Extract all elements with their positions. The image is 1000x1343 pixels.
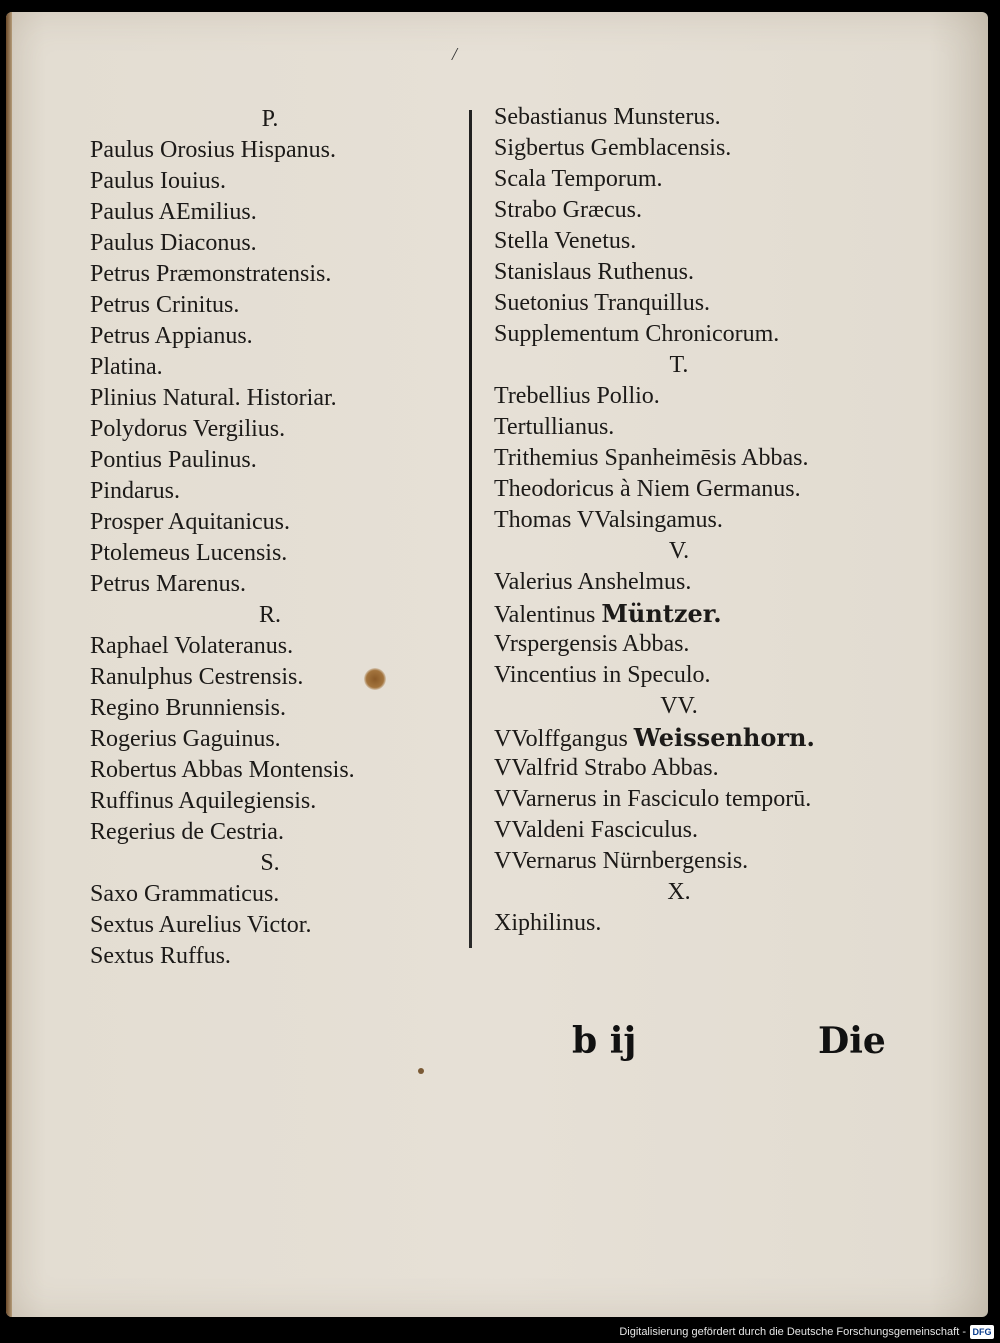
- index-entry: Plinius Natural. Historiar.: [90, 385, 337, 411]
- index-entry: Pindarus.: [90, 478, 180, 504]
- index-entry: Raphael Volateranus.: [90, 633, 294, 659]
- footer-bar: [0, 1319, 1000, 1343]
- index-entry: Sextus Ruffus.: [90, 943, 231, 969]
- index-entry: Xiphilinus.: [494, 910, 602, 936]
- index-entry: Paulus Diaconus.: [90, 230, 257, 256]
- index-entry: Theodoricus à Niem Germanus.: [494, 476, 801, 502]
- left-column: [90, 104, 450, 972]
- section-letter: X.: [667, 879, 691, 905]
- index-entry: Sextus Aurelius Victor.: [90, 912, 312, 938]
- index-entry: Stanislaus Ruthenus.: [494, 259, 695, 285]
- index-entry: VValdeni Fasciculus.: [494, 817, 698, 843]
- index-entry-blackletter: Müntzer.: [601, 599, 722, 628]
- right-column: [494, 102, 894, 939]
- index-entry: [494, 722, 894, 753]
- section-letter: V.: [668, 538, 690, 564]
- index-entry-text: Valentinus: [494, 602, 602, 628]
- index-entry: [494, 598, 894, 629]
- index-entry: Trithemius Spanheimēsis Abbas.: [494, 445, 809, 471]
- index-entry: Suetonius Tranquillus.: [494, 290, 711, 316]
- index-entry: Petrus Præmonstratensis.: [90, 261, 332, 287]
- index-entry: Platina.: [90, 354, 163, 380]
- ink-dot: [418, 1068, 424, 1074]
- index-entry: VVarnerus in Fasciculo temporū.: [494, 786, 812, 812]
- footer-credit: Digitalisierung gefördert durch die Deutsche Forschungsgemeinschaft -: [619, 1326, 966, 1338]
- top-mark: /: [452, 44, 458, 64]
- ink-blot: [364, 668, 386, 690]
- index-entry: Ptolemeus Lucensis.: [90, 540, 288, 566]
- index-entry: Ruffinus Aquilegiensis.: [90, 788, 317, 814]
- index-entry: Sebastianus Munsterus.: [494, 104, 721, 130]
- catchword: Die: [818, 1020, 886, 1062]
- index-entry: Valerius Anshelmus.: [494, 569, 692, 595]
- index-entry: Scala Temporum.: [494, 166, 663, 192]
- index-entry: Tertullianus.: [494, 414, 615, 440]
- index-entry: Petrus Marenus.: [90, 571, 246, 597]
- index-entry: Sigbertus Gemblacensis.: [494, 135, 732, 161]
- index-entry: Robertus Abbas Montensis.: [90, 757, 355, 783]
- section-letter: S.: [260, 850, 280, 876]
- index-entry: Vincentius in Speculo.: [494, 662, 711, 688]
- index-entry: Prosper Aquitanicus.: [90, 509, 290, 535]
- page-foot: [560, 1020, 920, 1070]
- index-entry: Petrus Appianus.: [90, 323, 253, 349]
- index-entry: Paulus AEmilius.: [90, 199, 257, 225]
- index-entry: Ranulphus Cestrensis.: [90, 664, 304, 690]
- signature-mark: b ij: [572, 1020, 637, 1062]
- index-entry: Trebellius Pollio.: [494, 383, 660, 409]
- index-entry: Polydorus Vergilius.: [90, 416, 286, 442]
- index-entry: Paulus Iouius.: [90, 168, 227, 194]
- index-entry: Regerius de Cestria.: [90, 819, 284, 845]
- index-entry-blackletter: Weissenhorn.: [633, 723, 815, 752]
- index-entry: Strabo Græcus.: [494, 197, 642, 223]
- index-entry: Thomas VValsingamus.: [494, 507, 723, 533]
- dfg-logo-icon: DFG: [970, 1325, 994, 1339]
- index-entry: Supplementum Chronicorum.: [494, 321, 780, 347]
- index-entry: Petrus Crinitus.: [90, 292, 240, 318]
- index-entry: Pontius Paulinus.: [90, 447, 257, 473]
- column-divider: [469, 110, 472, 948]
- index-entry: VVernarus Nürnbergensis.: [494, 848, 749, 874]
- section-letter: P.: [261, 106, 279, 132]
- index-entry: Vrspergensis Abbas.: [494, 631, 690, 657]
- page-edge: [6, 12, 12, 1317]
- index-entry-text: VVolffgangus: [494, 726, 634, 752]
- index-entry: Saxo Grammaticus.: [90, 881, 280, 907]
- section-letter: VV.: [660, 693, 698, 719]
- index-entry: Stella Venetus.: [494, 228, 637, 254]
- index-entry: VValfrid Strabo Abbas.: [494, 755, 719, 781]
- index-entry: Paulus Orosius Hispanus.: [90, 137, 337, 163]
- index-entry: Rogerius Gaguinus.: [90, 726, 281, 752]
- section-letter: R.: [258, 602, 281, 628]
- section-letter: T.: [669, 352, 689, 378]
- index-entry: Regino Brunniensis.: [90, 695, 286, 721]
